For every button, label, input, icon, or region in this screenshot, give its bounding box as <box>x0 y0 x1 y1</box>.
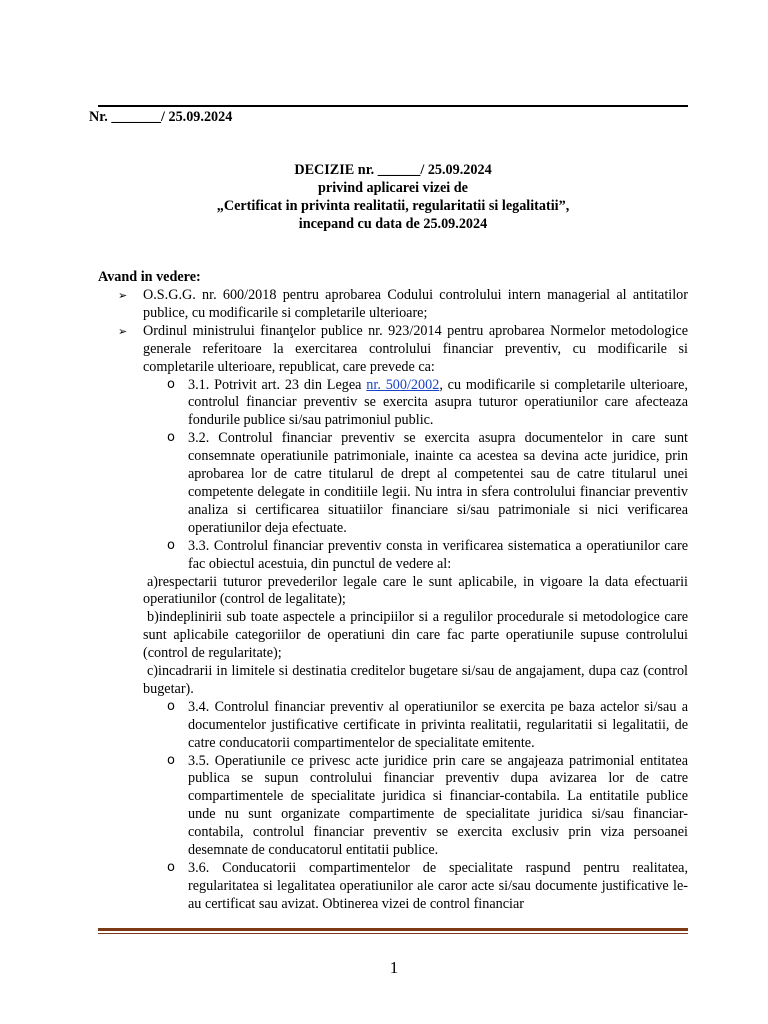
decision-title <box>98 162 688 234</box>
document-body <box>98 287 688 914</box>
circle-bullet-icon: o <box>167 537 175 553</box>
sub-item-3-4: o 3.4. Controlul financiar preventiv al operatiunilor se exercita pe baza actelor si/sau a documentelor justificative certificate in privinta realitatii, regularitatii si legalitatii, de catre conducatorii compartimentelor de specialitate emitente. <box>167 698 688 751</box>
circle-bullet-icon: o <box>167 860 175 875</box>
title-line-4: incepand cu data de 25.09.2024 <box>298 215 488 232</box>
bullet-text: O.S.G.G. nr. 600/2018 pentru aprobarea Codului controlului intern managerial al antitatilor publice, cu modificarile si completarile ulterioare; <box>143 287 688 321</box>
page-number: 1 <box>389 958 399 977</box>
title-line-1: DECIZIE nr. ______/ 25.09.2024 <box>294 162 492 178</box>
sub-item-3-6: o 3.6. Conducatorii compartimentelor de specialitate raspund pentru realitatea, regularitatea si legalitatea operatiunilor ale caror acte si/sau documente justificative le-au certificat sau avizat. Obtinerea vizei de control financiar <box>167 860 688 912</box>
document-number: Nr. _______/ 25.09.2024 <box>89 109 233 125</box>
sub-item-3-5: o 3.5. Operatiunile ce privesc acte juridice prin care se angajeaza patrimonial entitatea publica se supun controlului financiar preventiv dupa avizarea lor de catre compartimentele de specialitate juridica si financiar-contabila. La entitatile publice unde nu sunt organizate compartimente de specialitate juridica si/sau financiar-contabila, controlul financiar preventiv se exercita exclusiv prin viza persoanei desemnate de conducatorul entitatii publice. <box>167 752 688 859</box>
arrow-bullet-icon: ➢ <box>118 289 128 302</box>
footer-rule-thin <box>98 933 688 934</box>
title-line-3: „Certificat in privinta realitatii, regularitatii si legalitatii”, <box>216 197 570 214</box>
title-line-2: privind aplicarei vizei de <box>318 179 468 196</box>
law-link[interactable]: nr. 500/2002 <box>366 376 440 393</box>
bullet-item <box>98 287 688 323</box>
circle-bullet-icon: o <box>167 376 175 392</box>
header-rule <box>98 105 688 107</box>
intro-heading: Avand in vedere: <box>98 269 201 285</box>
bullet-text: Ordinul ministrului finanţelor publice nr. 923/2014 pentru aprobarea Normelor metodologice generale referitoare la exercitarea controlului financiar preventiv, cu modificarile si completarile ulterioare, republicat, care prevede ca: <box>143 322 688 375</box>
sub-item-3-2: o 3.2. Controlul financiar preventiv se exercita asupra documentelor in care sunt consemnate operatiunile patrimoniale, inainte ca acestea sa devina acte juridice, prin aprobarea lor de catre titularul de drept al competentei sau de catre titularul unei competente delegate in conditiile legii. Nu intra in sfera controlului financiar preventiv analiza si certificarea situatiilor financiare si/sau patrimoniale si nici verificarea operatiunilor deja efectuate. <box>167 430 688 536</box>
circle-bullet-icon: o <box>167 430 175 446</box>
sub-item-3-1: o 3.1. Potrivit art. 23 din Legea nr. 500/2002, cu modificarile si completarile ulterioare, controlul financiar preventiv se exercita asupra tuturor operatiunilor care afecteaza fondurile publice si/sau patrimoniul public. <box>167 376 688 429</box>
circle-bullet-icon: o <box>167 698 175 714</box>
arrow-bullet-icon: ➢ <box>118 324 128 338</box>
circle-bullet-icon: o <box>167 752 175 768</box>
footer-rule-thick <box>98 928 688 931</box>
sub-item-3-3: o 3.3. Controlul financiar preventiv consta in verificarea sistematica a operatiunilor care fac obiectul acestuia, din punctul de vedere al: <box>167 537 688 572</box>
point-a: a)respectarii tuturor prevederilor legale care le sunt aplicabile, in vigoare la data efectuarii operatiunilor (control de legalitate); <box>143 573 688 608</box>
point-b: b)indeplinirii sub toate aspectele a principiilor si a regulilor procedurale si metodologice care sunt aplicabile categoriilor de operatiuni din care fac parte operatiunile supuse controlului (control de regularitate); <box>143 609 688 662</box>
point-c: c)incadrarii in limitele si destinatia creditelor bugetare si/sau de angajament, dupa caz (control bugetar). <box>143 663 688 697</box>
bullet-item <box>98 323 688 377</box>
